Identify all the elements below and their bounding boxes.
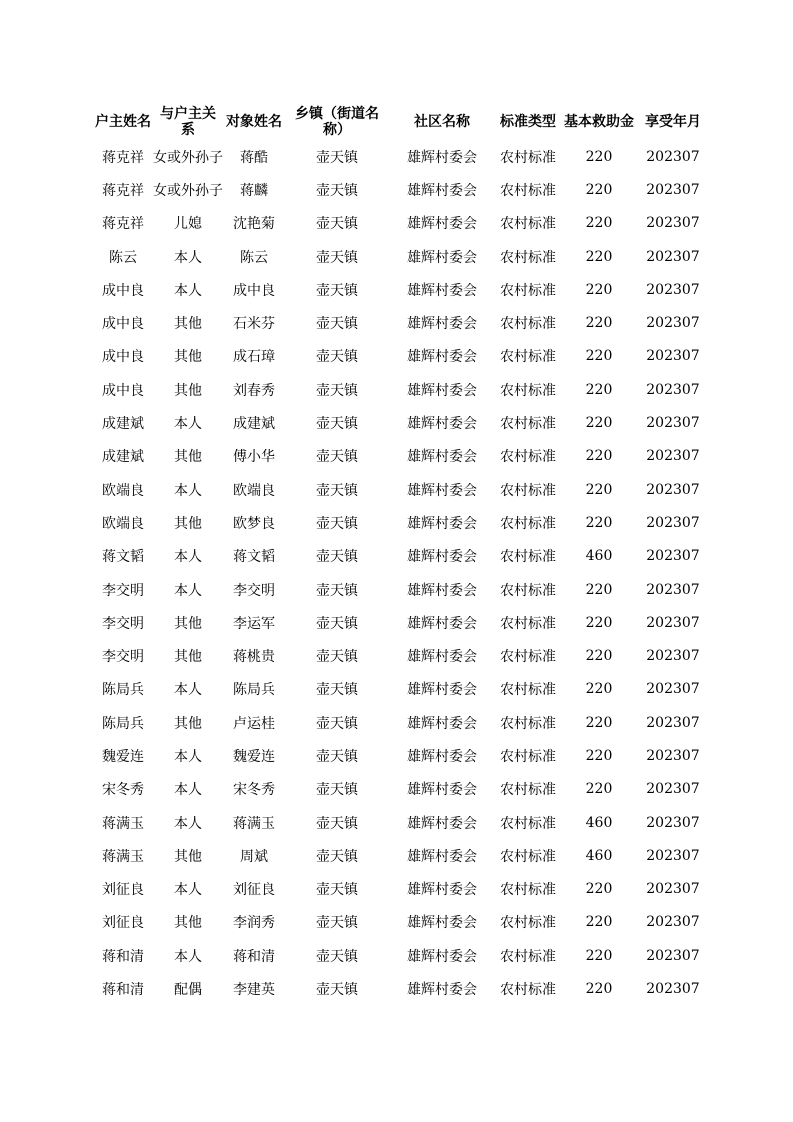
table-row (93, 506, 709, 539)
table-row (93, 207, 709, 240)
community-cell: 雄辉村委会 (407, 549, 477, 566)
community-cell: 雄辉村委会 (407, 649, 477, 666)
householder-name-cell: 蒋和清 (102, 948, 144, 965)
table-row (93, 573, 709, 606)
community-cell: 雄辉村委会 (407, 882, 477, 899)
householder-name-cell: 成中良 (102, 349, 144, 366)
recipient-name-cell: 宋冬秀 (233, 782, 275, 799)
township-cell: 壶天镇 (316, 682, 358, 699)
township-cell: 壶天镇 (316, 349, 358, 366)
community-cell: 雄辉村委会 (407, 615, 477, 632)
standard-type-cell: 农村标准 (500, 282, 556, 299)
community-cell: 雄辉村委会 (407, 515, 477, 532)
householder-name-cell: 蒋克祥 (102, 149, 144, 166)
standard-type-cell: 农村标准 (500, 549, 556, 566)
householder-name-cell: 陈局兵 (102, 682, 144, 699)
recipient-name-cell: 成建斌 (233, 416, 275, 433)
township-cell: 壶天镇 (316, 416, 358, 433)
township-cell: 壶天镇 (316, 482, 358, 499)
township-cell: 壶天镇 (316, 815, 358, 832)
township-cell: 壶天镇 (316, 382, 358, 399)
relief-amount-cell: 220 (585, 248, 613, 265)
recipient-name-cell: 欧梦良 (233, 515, 275, 532)
standard-type-cell: 农村标准 (500, 848, 556, 865)
relief-amount-cell: 220 (585, 448, 613, 465)
benefit-month-cell: 202307 (646, 581, 700, 598)
benefit-month-cell: 202307 (646, 781, 700, 798)
relief-amount-cell: 220 (585, 614, 613, 631)
relation-cell: 本人 (174, 549, 202, 566)
relation-cell: 其他 (174, 848, 202, 865)
relation-cell: 本人 (174, 815, 202, 832)
benefit-month-cell: 202307 (646, 448, 700, 465)
householder-name-cell: 宋冬秀 (102, 782, 144, 799)
relief-amount-cell: 220 (585, 181, 613, 198)
community-cell: 雄辉村委会 (407, 848, 477, 865)
householder-name-cell: 蒋满玉 (102, 815, 144, 832)
benefit-month-cell: 202307 (646, 881, 700, 898)
table-row (93, 240, 709, 273)
recipient-name-cell: 刘征良 (233, 882, 275, 899)
relation-cell: 其他 (174, 915, 202, 932)
relief-amount-cell: 220 (585, 315, 613, 332)
recipient-name-cell: 陈云 (240, 249, 268, 266)
community-cell: 雄辉村委会 (407, 349, 477, 366)
standard-type-cell: 农村标准 (500, 349, 556, 366)
standard-type-cell: 农村标准 (500, 216, 556, 233)
recipient-name-cell: 欧端良 (233, 482, 275, 499)
relief-amount-cell: 220 (585, 947, 613, 964)
recipient-name-cell: 蒋桃贵 (233, 649, 275, 666)
community-cell: 雄辉村委会 (407, 216, 477, 233)
standard-type-cell: 农村标准 (500, 882, 556, 899)
householder-name-cell: 成建斌 (102, 449, 144, 466)
township-cell: 壶天镇 (316, 282, 358, 299)
householder-name-cell: 成中良 (102, 382, 144, 399)
relief-amount-cell: 220 (585, 514, 613, 531)
relief-amount-cell: 220 (585, 215, 613, 232)
header-relation-to-householder: 与户主关系 (160, 105, 216, 138)
benefit-month-cell: 202307 (646, 281, 700, 298)
township-cell: 壶天镇 (316, 582, 358, 599)
township-cell: 壶天镇 (316, 882, 358, 899)
relation-cell: 其他 (174, 649, 202, 666)
standard-type-cell: 农村标准 (500, 582, 556, 599)
header-township: 乡镇（街道名称） (295, 105, 379, 138)
recipient-name-cell: 李润秀 (233, 915, 275, 932)
benefit-month-cell: 202307 (646, 714, 700, 731)
community-cell: 雄辉村委会 (407, 316, 477, 333)
community-cell: 雄辉村委会 (407, 449, 477, 466)
table-row (93, 140, 709, 173)
header-standard-type: 标准类型 (500, 113, 556, 130)
standard-type-cell: 农村标准 (500, 249, 556, 266)
header-recipient-name: 对象姓名 (226, 113, 282, 130)
table-row (93, 939, 709, 972)
township-cell: 壶天镇 (316, 848, 358, 865)
householder-name-cell: 魏爱连 (102, 748, 144, 765)
householder-name-cell: 陈云 (109, 249, 137, 266)
township-cell: 壶天镇 (316, 782, 358, 799)
header-householder-name: 户主姓名 (95, 113, 151, 130)
table-row (93, 440, 709, 473)
relation-cell: 本人 (174, 582, 202, 599)
recipient-name-cell: 卢运桂 (233, 715, 275, 732)
benefit-month-cell: 202307 (646, 181, 700, 198)
standard-type-cell: 农村标准 (500, 449, 556, 466)
standard-type-cell: 农村标准 (500, 682, 556, 699)
householder-name-cell: 刘征良 (102, 915, 144, 932)
standard-type-cell: 农村标准 (500, 948, 556, 965)
benefit-month-cell: 202307 (646, 215, 700, 232)
community-cell: 雄辉村委会 (407, 915, 477, 932)
community-cell: 雄辉村委会 (407, 782, 477, 799)
township-cell: 壶天镇 (316, 515, 358, 532)
table-row (93, 706, 709, 739)
table-row (93, 739, 709, 772)
relief-amount-cell: 220 (585, 781, 613, 798)
benefit-month-cell: 202307 (646, 981, 700, 998)
community-cell: 雄辉村委会 (407, 582, 477, 599)
standard-type-cell: 农村标准 (500, 416, 556, 433)
standard-type-cell: 农村标准 (500, 382, 556, 399)
relation-cell: 儿媳 (174, 216, 202, 233)
header-basic-relief-amount: 基本救助金 (564, 113, 634, 130)
standard-type-cell: 农村标准 (500, 182, 556, 199)
relief-amount-cell: 220 (585, 681, 613, 698)
standard-type-cell: 农村标准 (500, 815, 556, 832)
table-row (93, 606, 709, 639)
relation-cell: 女或外孙子 (153, 149, 223, 166)
benefit-month-cell: 202307 (646, 681, 700, 698)
relation-cell: 其他 (174, 316, 202, 333)
table-row (93, 773, 709, 806)
table-row (93, 972, 709, 1005)
community-cell: 雄辉村委会 (407, 948, 477, 965)
header-row (93, 103, 709, 140)
benefit-month-cell: 202307 (646, 648, 700, 665)
relation-cell: 其他 (174, 382, 202, 399)
benefit-month-cell: 202307 (646, 348, 700, 365)
recipient-name-cell: 沈艳菊 (233, 216, 275, 233)
relief-amount-cell: 220 (585, 148, 613, 165)
benefit-month-cell: 202307 (646, 847, 700, 864)
township-cell: 壶天镇 (316, 216, 358, 233)
benefit-month-cell: 202307 (646, 315, 700, 332)
recipient-name-cell: 蒋酷 (240, 149, 268, 166)
recipient-name-cell: 石米芬 (233, 316, 275, 333)
relief-amount-cell: 460 (585, 548, 613, 565)
relation-cell: 本人 (174, 416, 202, 433)
relation-cell: 女或外孙子 (153, 182, 223, 199)
relief-amount-cell: 220 (585, 981, 613, 998)
township-cell: 壶天镇 (316, 748, 358, 765)
relief-amount-cell: 220 (585, 648, 613, 665)
relief-amount-cell: 220 (585, 914, 613, 931)
householder-name-cell: 李交明 (102, 582, 144, 599)
township-cell: 壶天镇 (316, 615, 358, 632)
table-row (93, 173, 709, 206)
standard-type-cell: 农村标准 (500, 316, 556, 333)
relief-roster-table (93, 103, 709, 1006)
community-cell: 雄辉村委会 (407, 982, 477, 999)
standard-type-cell: 农村标准 (500, 715, 556, 732)
table-row (93, 406, 709, 439)
township-cell: 壶天镇 (316, 915, 358, 932)
township-cell: 壶天镇 (316, 549, 358, 566)
standard-type-cell: 农村标准 (500, 982, 556, 999)
relief-amount-cell: 220 (585, 381, 613, 398)
relief-amount-cell: 220 (585, 281, 613, 298)
header-benefit-month: 享受年月 (645, 113, 701, 130)
householder-name-cell: 陈局兵 (102, 715, 144, 732)
community-cell: 雄辉村委会 (407, 382, 477, 399)
table-row (93, 306, 709, 339)
householder-name-cell: 蒋克祥 (102, 216, 144, 233)
relief-amount-cell: 220 (585, 714, 613, 731)
benefit-month-cell: 202307 (646, 415, 700, 432)
table-row (93, 806, 709, 839)
standard-type-cell: 农村标准 (500, 915, 556, 932)
recipient-name-cell: 蒋文韬 (233, 549, 275, 566)
community-cell: 雄辉村委会 (407, 482, 477, 499)
benefit-month-cell: 202307 (646, 248, 700, 265)
relation-cell: 配偶 (174, 982, 202, 999)
recipient-name-cell: 刘春秀 (233, 382, 275, 399)
township-cell: 壶天镇 (316, 182, 358, 199)
relation-cell: 本人 (174, 948, 202, 965)
township-cell: 壶天镇 (316, 316, 358, 333)
householder-name-cell: 蒋文韬 (102, 549, 144, 566)
householder-name-cell: 李交明 (102, 615, 144, 632)
community-cell: 雄辉村委会 (407, 416, 477, 433)
recipient-name-cell: 陈局兵 (233, 682, 275, 699)
benefit-month-cell: 202307 (646, 548, 700, 565)
benefit-month-cell: 202307 (646, 947, 700, 964)
householder-name-cell: 成建斌 (102, 416, 144, 433)
table-row (93, 839, 709, 872)
benefit-month-cell: 202307 (646, 514, 700, 531)
table-row (93, 873, 709, 906)
benefit-month-cell: 202307 (646, 747, 700, 764)
community-cell: 雄辉村委会 (407, 748, 477, 765)
standard-type-cell: 农村标准 (500, 782, 556, 799)
relief-amount-cell: 220 (585, 881, 613, 898)
table-row (93, 273, 709, 306)
table-body (93, 140, 709, 1006)
table-row (93, 373, 709, 406)
township-cell: 壶天镇 (316, 649, 358, 666)
table-row (93, 906, 709, 939)
relation-cell: 其他 (174, 515, 202, 532)
householder-name-cell: 李交明 (102, 649, 144, 666)
recipient-name-cell: 成石璋 (233, 349, 275, 366)
table-row (93, 540, 709, 573)
householder-name-cell: 蒋克祥 (102, 182, 144, 199)
benefit-month-cell: 202307 (646, 148, 700, 165)
relief-amount-cell: 220 (585, 415, 613, 432)
householder-name-cell: 蒋满玉 (102, 848, 144, 865)
header-community-name: 社区名称 (414, 113, 470, 130)
householder-name-cell: 欧端良 (102, 515, 144, 532)
township-cell: 壶天镇 (316, 982, 358, 999)
township-cell: 壶天镇 (316, 449, 358, 466)
relation-cell: 其他 (174, 615, 202, 632)
community-cell: 雄辉村委会 (407, 282, 477, 299)
table-row (93, 473, 709, 506)
table-row (93, 340, 709, 373)
benefit-month-cell: 202307 (646, 614, 700, 631)
relation-cell: 其他 (174, 715, 202, 732)
township-cell: 壶天镇 (316, 149, 358, 166)
relief-amount-cell: 220 (585, 481, 613, 498)
householder-name-cell: 欧端良 (102, 482, 144, 499)
community-cell: 雄辉村委会 (407, 682, 477, 699)
recipient-name-cell: 李交明 (233, 582, 275, 599)
recipient-name-cell: 周斌 (240, 848, 268, 865)
relief-amount-cell: 220 (585, 581, 613, 598)
relation-cell: 其他 (174, 449, 202, 466)
community-cell: 雄辉村委会 (407, 815, 477, 832)
householder-name-cell: 成中良 (102, 282, 144, 299)
relation-cell: 本人 (174, 748, 202, 765)
benefit-month-cell: 202307 (646, 914, 700, 931)
relief-amount-cell: 460 (585, 814, 613, 831)
relief-amount-cell: 220 (585, 348, 613, 365)
recipient-name-cell: 李建英 (233, 982, 275, 999)
householder-name-cell: 刘征良 (102, 882, 144, 899)
relief-amount-cell: 460 (585, 847, 613, 864)
community-cell: 雄辉村委会 (407, 715, 477, 732)
householder-name-cell: 蒋和清 (102, 982, 144, 999)
relation-cell: 本人 (174, 282, 202, 299)
township-cell: 壶天镇 (316, 715, 358, 732)
recipient-name-cell: 李运军 (233, 615, 275, 632)
township-cell: 壶天镇 (316, 948, 358, 965)
relief-amount-cell: 220 (585, 747, 613, 764)
recipient-name-cell: 蒋满玉 (233, 815, 275, 832)
standard-type-cell: 农村标准 (500, 515, 556, 532)
table-row (93, 673, 709, 706)
standard-type-cell: 农村标准 (500, 482, 556, 499)
community-cell: 雄辉村委会 (407, 149, 477, 166)
relation-cell: 其他 (174, 349, 202, 366)
community-cell: 雄辉村委会 (407, 182, 477, 199)
benefit-month-cell: 202307 (646, 814, 700, 831)
relation-cell: 本人 (174, 682, 202, 699)
relation-cell: 本人 (174, 482, 202, 499)
standard-type-cell: 农村标准 (500, 649, 556, 666)
benefit-month-cell: 202307 (646, 381, 700, 398)
table-row (93, 639, 709, 672)
relation-cell: 本人 (174, 782, 202, 799)
recipient-name-cell: 傅小华 (233, 449, 275, 466)
recipient-name-cell: 蒋麟 (240, 182, 268, 199)
standard-type-cell: 农村标准 (500, 748, 556, 765)
relation-cell: 本人 (174, 249, 202, 266)
recipient-name-cell: 蒋和清 (233, 948, 275, 965)
recipient-name-cell: 成中良 (233, 282, 275, 299)
township-cell: 壶天镇 (316, 249, 358, 266)
householder-name-cell: 成中良 (102, 316, 144, 333)
standard-type-cell: 农村标准 (500, 615, 556, 632)
standard-type-cell: 农村标准 (500, 149, 556, 166)
community-cell: 雄辉村委会 (407, 249, 477, 266)
relation-cell: 本人 (174, 882, 202, 899)
benefit-month-cell: 202307 (646, 481, 700, 498)
recipient-name-cell: 魏爱连 (233, 748, 275, 765)
